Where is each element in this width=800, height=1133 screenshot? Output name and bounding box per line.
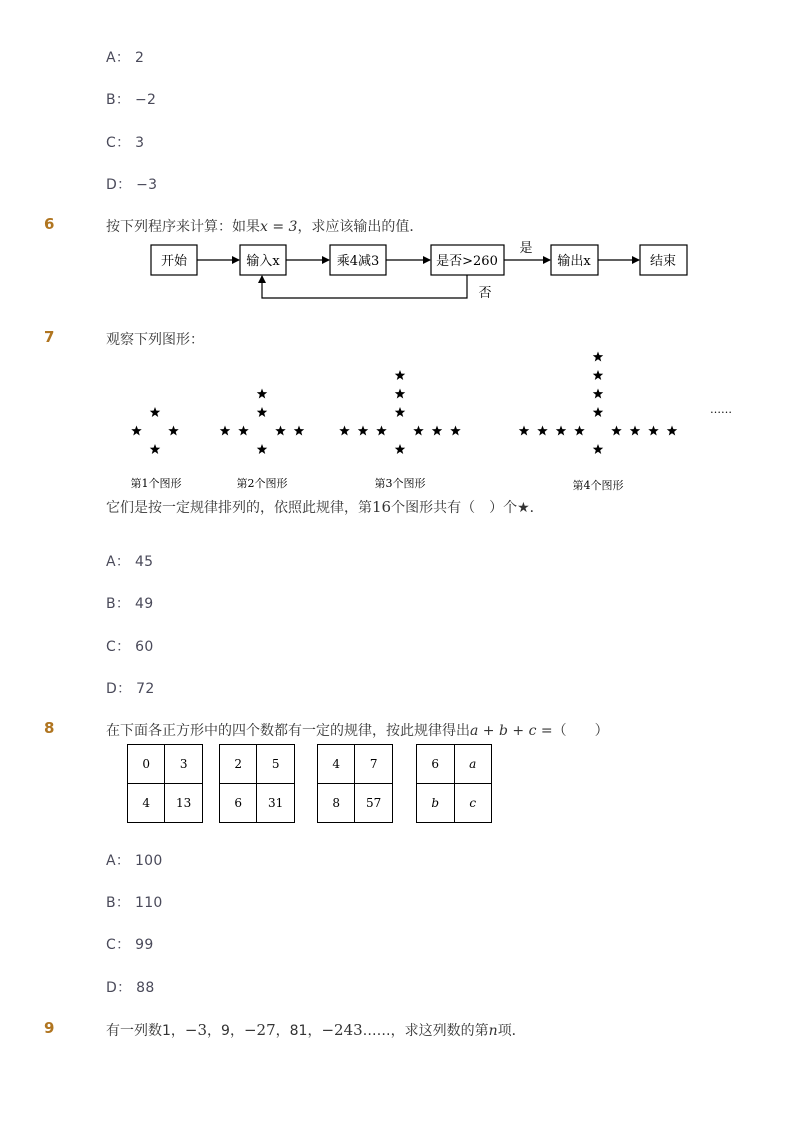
figure-label-4: 第4个图形 — [572, 479, 624, 492]
option-d[interactable] — [106, 678, 155, 698]
math-expression: a + b + c = — [470, 723, 553, 739]
option-key: D： — [106, 681, 132, 697]
figure-label-1: 第1个图形 — [130, 477, 182, 490]
option-value: 110 — [134, 895, 163, 911]
question-text-part: ，求应该输出的值． — [297, 219, 424, 235]
star-mark — [395, 389, 405, 399]
question-text-part: ，81， — [275, 1023, 322, 1039]
square-cell: a — [454, 745, 492, 784]
square-cell: 4 — [128, 784, 165, 823]
star-mark — [593, 444, 603, 454]
star-mark — [432, 426, 442, 436]
option-b[interactable] — [106, 89, 156, 109]
number-square-3 — [317, 744, 393, 820]
star-mark — [294, 426, 304, 436]
star-mark — [257, 444, 267, 454]
star-mark — [238, 426, 248, 436]
square-cell: 6 — [417, 745, 455, 784]
flowchart — [140, 236, 700, 306]
math-number: 16 — [372, 498, 392, 516]
star-mark — [450, 426, 460, 436]
flow-label-op: 乘4减3 — [336, 254, 380, 269]
question-text — [106, 497, 544, 517]
flow-label-cond: 是否>260 — [436, 254, 498, 269]
square-cell: 6 — [220, 784, 257, 823]
math-number: −3 — [184, 1021, 208, 1039]
option-a[interactable] — [106, 850, 163, 870]
square-cell: 7 — [355, 745, 393, 784]
option-key: D： — [106, 177, 132, 193]
star-mark — [593, 389, 603, 399]
option-key: B： — [106, 92, 131, 108]
option-value: 99 — [135, 937, 154, 953]
square-cell: 57 — [355, 784, 393, 823]
square-cell: 4 — [318, 745, 355, 784]
star-mark — [257, 389, 267, 399]
option-c[interactable] — [106, 636, 154, 656]
question-text — [106, 720, 609, 740]
star-mark — [611, 426, 621, 436]
square-cell: 3 — [165, 745, 203, 784]
question-text-part: 在下面各正方形中的四个数都有一定的规律，按此规律得出 — [106, 723, 470, 739]
star-mark — [339, 426, 349, 436]
star-mark — [220, 426, 230, 436]
flow-label-input: 输入x — [246, 254, 280, 269]
math-number: −27 — [243, 1021, 276, 1039]
flow-label-no: 否 — [478, 286, 492, 301]
star-mark — [667, 426, 677, 436]
option-key: C： — [106, 937, 131, 953]
option-a[interactable] — [106, 47, 144, 67]
math-variable: n — [488, 1023, 498, 1039]
star-mark — [376, 426, 386, 436]
star-pattern-figures — [0, 345, 800, 495]
star-mark — [593, 370, 603, 380]
star-mark — [257, 407, 267, 417]
number-square-2 — [219, 744, 295, 820]
square-cell: 5 — [257, 745, 295, 784]
star-mark — [537, 426, 547, 436]
option-key: A： — [106, 50, 131, 66]
option-value: 49 — [134, 596, 154, 612]
figure-ellipsis: …… — [710, 403, 732, 416]
option-value: 2 — [134, 50, 145, 66]
star-mark — [275, 426, 285, 436]
option-value: 88 — [136, 980, 155, 996]
square-cell: c — [454, 784, 492, 823]
option-b[interactable] — [106, 892, 163, 912]
option-value: −2 — [134, 92, 157, 108]
option-key: B： — [106, 895, 131, 911]
square-cell: 8 — [318, 784, 355, 823]
square-cell: 2 — [220, 745, 257, 784]
option-value: 60 — [135, 639, 154, 655]
question-text-part: ，9， — [207, 1023, 244, 1039]
star-mark — [556, 426, 566, 436]
option-value: 3 — [135, 135, 145, 151]
star-mark — [358, 426, 368, 436]
star-mark — [395, 370, 405, 380]
star-mark — [413, 426, 423, 436]
option-key: D： — [106, 980, 132, 996]
star-mark — [593, 352, 603, 362]
number-square-1 — [127, 744, 203, 820]
star-mark — [150, 444, 160, 454]
option-key: C： — [106, 135, 131, 151]
question-text — [106, 216, 423, 236]
question-number: 6 — [44, 215, 55, 233]
question-text-part: 个图形共有（ ）个★． — [391, 500, 544, 516]
question-text-part: 有一列数1， — [106, 1023, 185, 1039]
flow-label-yes: 是 — [519, 241, 533, 256]
math-number: −243 — [321, 1021, 363, 1039]
number-square-4 — [416, 744, 492, 820]
star-mark — [395, 444, 405, 454]
star-mark — [593, 407, 603, 417]
option-d[interactable] — [106, 977, 155, 997]
flow-loop-arrow — [262, 275, 467, 298]
option-value: 100 — [134, 853, 163, 869]
option-c[interactable] — [106, 934, 154, 954]
option-c[interactable] — [106, 132, 144, 152]
star-mark — [168, 426, 178, 436]
star-mark — [519, 426, 529, 436]
figure-label-2: 第2个图形 — [236, 477, 288, 490]
star-mark — [131, 426, 141, 436]
flow-label-start: 开始 — [160, 254, 188, 269]
math-expression: x = 3 — [260, 219, 298, 235]
option-key: A： — [106, 554, 131, 570]
star-mark — [574, 426, 584, 436]
option-key: C： — [106, 639, 131, 655]
question-intro: 观察下列图形： — [106, 332, 204, 348]
question-text — [106, 1020, 526, 1040]
question-text-part: 按下列程序来计算：如果 — [106, 219, 260, 235]
question-text-part: （ ） — [552, 723, 609, 739]
square-cell: 13 — [165, 784, 203, 823]
question-number: 8 — [44, 719, 55, 737]
question-text-part: 它们是按一定规律排列的，依照此规律，第 — [106, 500, 372, 516]
option-value: −3 — [136, 177, 158, 193]
question-text-part: 项． — [497, 1023, 526, 1039]
flow-label-output: 输出x — [557, 254, 591, 269]
option-value: 45 — [134, 554, 154, 570]
square-cell: 31 — [257, 784, 295, 823]
option-b[interactable] — [106, 593, 153, 613]
option-value: 72 — [136, 681, 155, 697]
option-key: A： — [106, 853, 131, 869]
question-number: 7 — [44, 328, 55, 346]
star-mark — [395, 407, 405, 417]
option-key: B： — [106, 596, 131, 612]
square-cell: b — [417, 784, 455, 823]
square-cell: 0 — [128, 745, 165, 784]
star-mark — [150, 407, 160, 417]
figure-label-3: 第3个图形 — [374, 477, 426, 490]
question-number: 9 — [44, 1019, 55, 1037]
star-mark — [630, 426, 640, 436]
flow-label-end: 结束 — [649, 254, 677, 269]
star-mark — [648, 426, 658, 436]
question-text-part: ……，求这列数的第 — [362, 1023, 489, 1039]
option-a[interactable] — [106, 551, 153, 571]
option-d[interactable] — [106, 174, 157, 194]
